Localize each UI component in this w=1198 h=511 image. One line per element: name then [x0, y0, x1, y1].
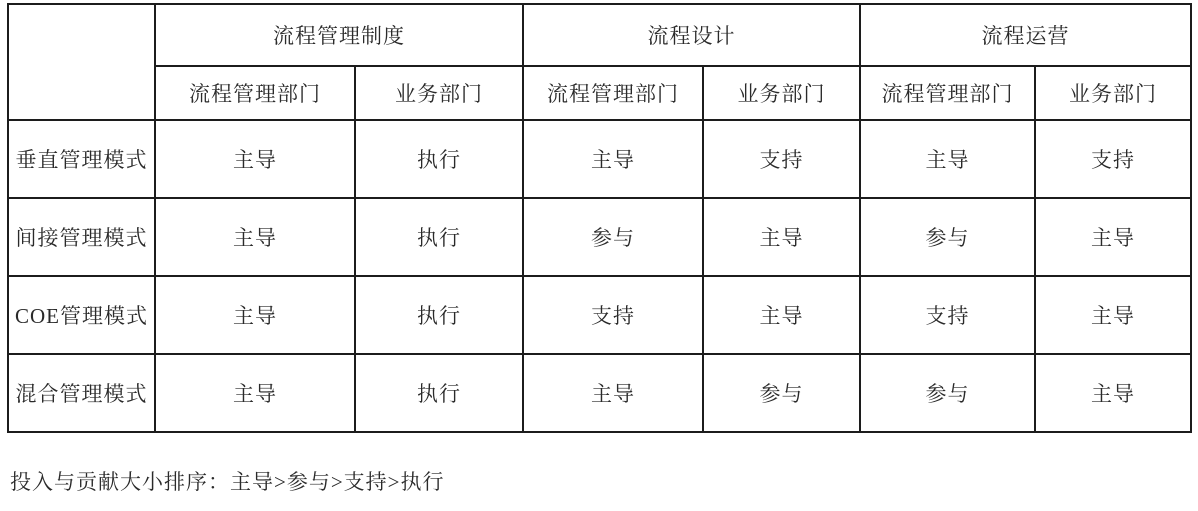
table-cell: 执行	[355, 198, 523, 276]
table-cell: 主导	[860, 120, 1035, 198]
subheader-cell: 流程管理部门	[155, 66, 355, 120]
table-cell: 主导	[155, 354, 355, 432]
table-cell: 参与	[860, 354, 1035, 432]
table-cell: 执行	[355, 120, 523, 198]
table-cell: 主导	[155, 276, 355, 354]
table-cell: 主导	[703, 276, 860, 354]
row-label-hybrid-mode: 混合管理模式	[8, 354, 155, 432]
table-row	[8, 120, 1191, 198]
table-cell: 主导	[523, 120, 703, 198]
table-cell: 主导	[1035, 276, 1191, 354]
table-cell: 支持	[1035, 120, 1191, 198]
subheader-cell: 业务部门	[703, 66, 860, 120]
subheader-cell: 流程管理部门	[523, 66, 703, 120]
table-cell: 参与	[703, 354, 860, 432]
table-row	[8, 276, 1191, 354]
table-cell: 支持	[860, 276, 1035, 354]
column-group-process-operation: 流程运营	[860, 4, 1191, 66]
subheader-cell: 业务部门	[1035, 66, 1191, 120]
row-label-vertical-mode: 垂直管理模式	[8, 120, 155, 198]
table-row	[8, 198, 1191, 276]
table-cell: 主导	[703, 198, 860, 276]
table-cell: 参与	[523, 198, 703, 276]
table-cell: 主导	[1035, 198, 1191, 276]
table-cell: 执行	[355, 354, 523, 432]
table-cell: 主导	[1035, 354, 1191, 432]
table-cell: 主导	[155, 198, 355, 276]
column-group-process-design: 流程设计	[523, 4, 860, 66]
subheader-cell: 流程管理部门	[860, 66, 1035, 120]
table-cell: 参与	[860, 198, 1035, 276]
table-row	[8, 354, 1191, 432]
table-cell: 支持	[523, 276, 703, 354]
table-cell: 支持	[703, 120, 860, 198]
corner-cell	[8, 4, 155, 120]
header-sub-row	[8, 66, 1191, 120]
row-label-indirect-mode: 间接管理模式	[8, 198, 155, 276]
subheader-cell: 业务部门	[355, 66, 523, 120]
header-group-row	[8, 4, 1191, 66]
row-label-coe-mode: COE管理模式	[8, 276, 155, 354]
table-cell: 主导	[523, 354, 703, 432]
table-cell: 执行	[355, 276, 523, 354]
process-management-mode-table	[7, 3, 1192, 433]
table-container	[7, 3, 1192, 433]
table-cell: 主导	[155, 120, 355, 198]
ranking-footnote: 投入与贡献大小排序：主导>参与>支持>执行	[10, 470, 445, 494]
column-group-process-system: 流程管理制度	[155, 4, 523, 66]
